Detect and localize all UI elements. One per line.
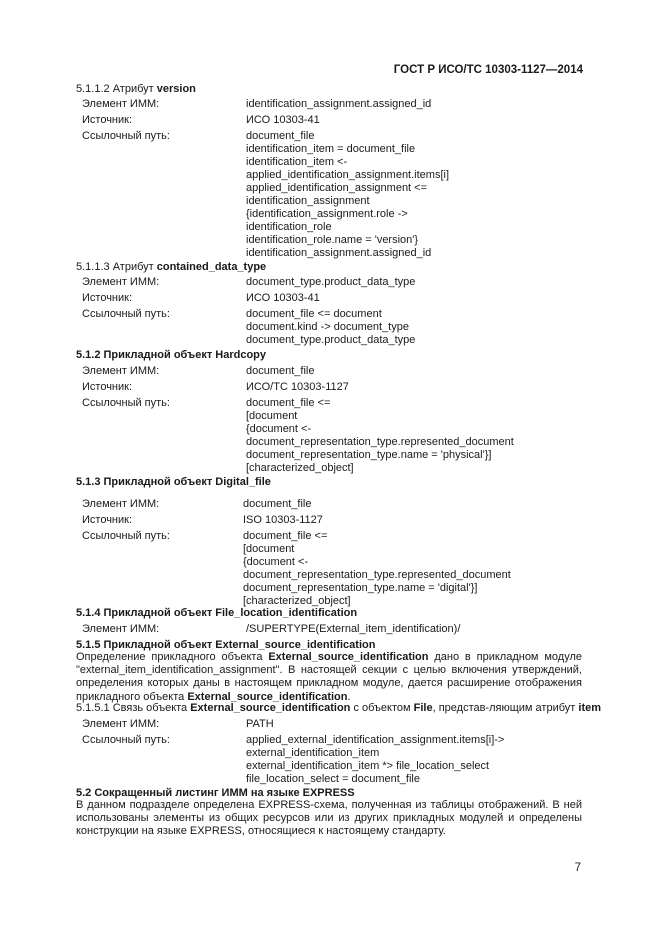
path-line: {document <- [246, 423, 312, 435]
bold-run: item [578, 702, 602, 714]
paragraph-515 [76, 651, 582, 704]
path-line: file_location_select = document_file [246, 773, 420, 785]
path-line: [document [246, 410, 298, 422]
path-block [246, 397, 514, 475]
value-source: ИСО 10303-41 [246, 292, 320, 304]
label-path: Ссылочный путь: [82, 308, 170, 320]
path-line: [characterized_object] [243, 595, 351, 607]
label-element: Элемент ИММ: [82, 276, 160, 288]
heading-5112 [76, 83, 196, 96]
path-block [243, 530, 511, 608]
text-run: . [347, 690, 351, 703]
text-run: дано в прикладном модуле "external_item_identification_assignment". В настоящей секции с целью включения утверждений, определения которых даны в настоящем прикладном модуле, дается расширение отображения прикладного объекта [76, 651, 582, 703]
path-line: document_representation_type.represented_document [243, 569, 511, 581]
label-element: Элемент ИММ: [82, 623, 160, 635]
path-line: document_file <= document [246, 308, 382, 320]
text-run: Определение прикладного объекта [76, 651, 269, 663]
path-block [246, 734, 504, 786]
path-line: document_file <= [246, 397, 331, 409]
path-line: identification_item = document_file [246, 143, 416, 155]
heading-513: 5.1.3 Прикладной объект Digital_file [76, 476, 271, 488]
label-source: Источник: [82, 114, 133, 126]
label-path: Ссылочный путь: [82, 530, 170, 542]
label-path: Ссылочный путь: [82, 130, 170, 142]
path-line: document.kind -> document_type [246, 321, 409, 333]
heading-5113 [76, 261, 266, 274]
value-element: identification_assignment.assigned_id [246, 98, 432, 110]
value-source: ISO 10303-1127 [243, 514, 323, 526]
label-source: Источник: [82, 514, 133, 526]
label-path: Ссылочный путь: [82, 397, 170, 409]
path-line: applied_external_identification_assignment.items[i]-> [246, 734, 505, 746]
heading-52: 5.2 Сокращенный листинг ИММ на языке EXPRESS [76, 787, 355, 799]
value-element: document_file [243, 498, 312, 510]
label-element: Элемент ИММ: [82, 98, 160, 110]
value-element: document_type.product_data_type [246, 276, 416, 288]
text-run: с объектом [350, 702, 414, 714]
value-source: ИСО 10303-41 [246, 114, 320, 126]
label-path: Ссылочный путь: [82, 734, 170, 746]
heading-prefix: 5.1.1.2 Атрибут [76, 83, 157, 95]
document-header: ГОСТ Р ИСО/ТС 10303-1127—2014 [393, 64, 583, 76]
label-element: Элемент ИММ: [82, 498, 160, 510]
label-element: Элемент ИММ: [82, 718, 160, 730]
value-element: /SUPERTYPE(External_item_identification)/ [246, 623, 461, 635]
path-line: external_identification_item [246, 747, 380, 759]
path-line: applied_identification_assignment <= [246, 182, 428, 194]
heading-514: 5.1.4 Прикладной объект File_location_identification [76, 607, 358, 619]
value-source: ИСО/ТС 10303-1127 [246, 381, 349, 393]
text-run: , представ-ляющим атрибут [432, 702, 579, 714]
path-line: identification_assignment.assigned_id [246, 247, 432, 259]
page-number: 7 [574, 862, 581, 874]
path-line: document_file [246, 130, 315, 142]
bold-run: External_source_identification [190, 702, 351, 714]
bold-run: External_source_identification [187, 690, 348, 703]
attribute-name: version [156, 83, 196, 95]
path-line: identification_role.name = 'version'} [246, 234, 419, 246]
label-source: Источник: [82, 381, 133, 393]
path-line: document_type.product_data_type [246, 334, 416, 346]
path-line: [document [243, 543, 295, 555]
paragraph-52: В данном подразделе определена EXPRESS-схема, полученная из таблицы отображений. В ней использованы элементы из общих ресурсов или из других прикладных модулей и определены конструкции на языке EXPRESS, относящиеся к настоящему стандарту. [76, 799, 582, 838]
label-source: Источник: [82, 292, 133, 304]
text-run: 5.1.5.1 Связь объекта [76, 702, 191, 714]
path-line: [characterized_object] [246, 462, 354, 474]
bold-run: External_source_identification [268, 651, 429, 663]
path-line: identification_item <- [246, 156, 348, 168]
label-element: Элемент ИММ: [82, 365, 160, 377]
path-block [246, 130, 449, 260]
value-element: document_file [246, 365, 315, 377]
path-line: external_identification_item *> file_location_select [246, 760, 490, 772]
path-line: document_representation_type.name = 'digital'}] [243, 582, 478, 594]
bold-run: File [413, 702, 433, 714]
path-line: {identification_assignment.role -> [246, 208, 408, 220]
path-block [246, 308, 415, 347]
heading-5151 [76, 702, 601, 715]
path-line: document_representation_type.name = 'physical'}] [246, 449, 492, 461]
path-line: identification_role [246, 221, 332, 233]
path-line: identification_assignment [246, 195, 370, 207]
heading-512: 5.1.2 Прикладной объект Hardcopy [76, 349, 267, 361]
path-line: {document <- [243, 556, 309, 568]
path-line: document_file <= [243, 530, 328, 542]
path-line: applied_identification_assignment.items[i] [246, 169, 450, 181]
path-line: document_representation_type.represented_document [246, 436, 514, 448]
heading-prefix: 5.1.1.3 Атрибут [76, 261, 157, 273]
value-element: PATH [246, 718, 274, 730]
heading-515: 5.1.5 Прикладной объект External_source_identification [76, 639, 376, 651]
attribute-name: contained_data_type [156, 261, 267, 273]
